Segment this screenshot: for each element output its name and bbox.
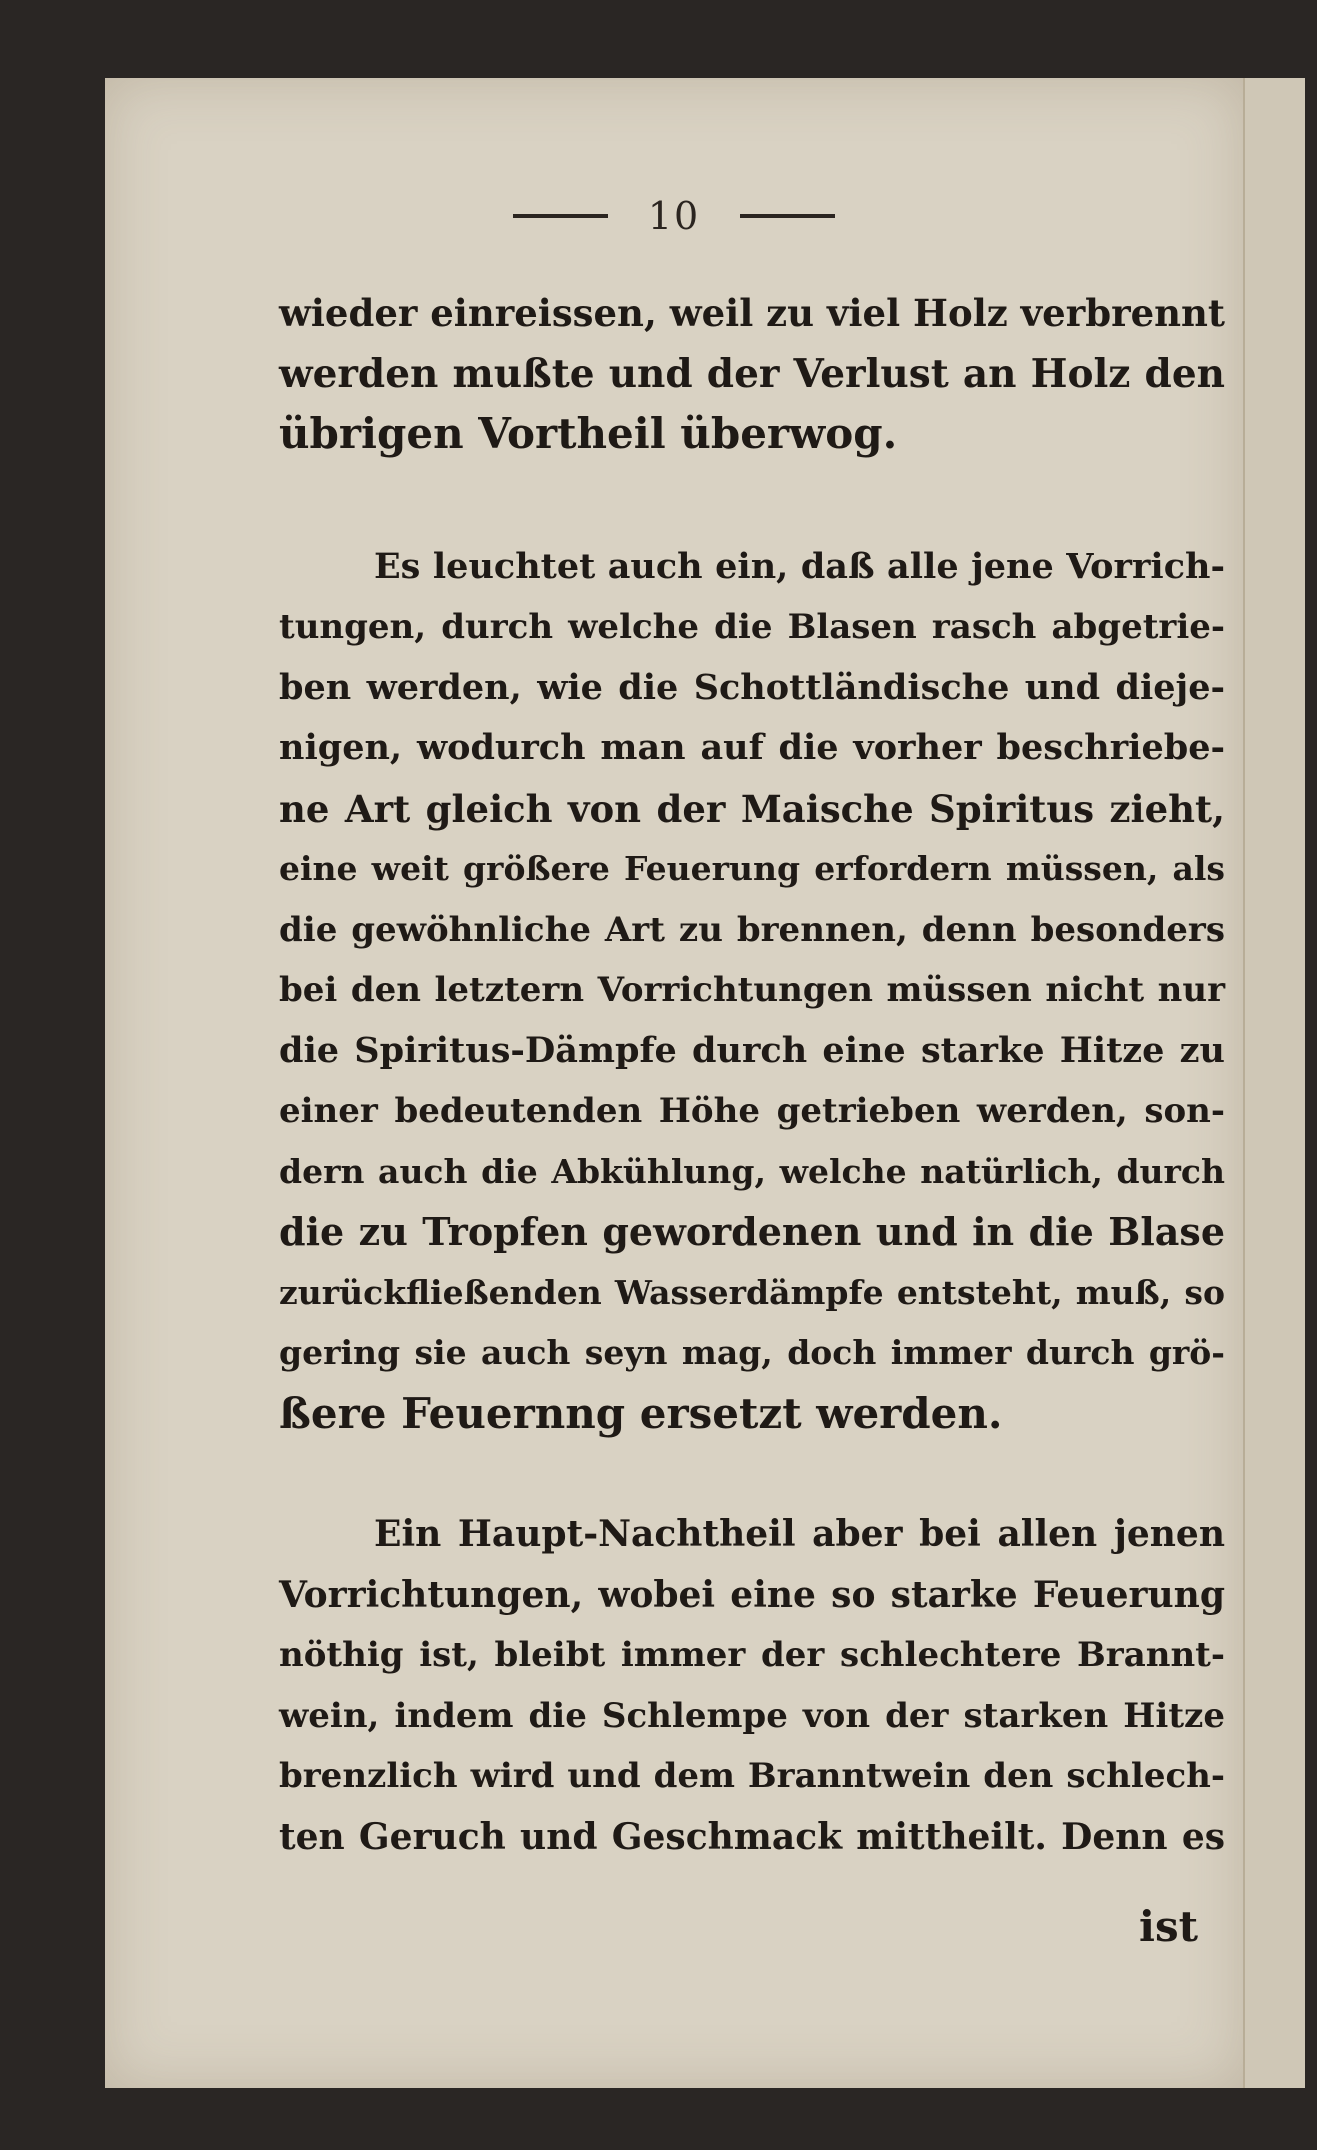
adjacent-page-edge xyxy=(1243,78,1305,2088)
text-line: werden mußte und der Verlust an Holz den xyxy=(279,350,1225,397)
text-line: tungen, durch welche die Blasen rasch abgetrie- xyxy=(279,607,1225,647)
text-line: wein, indem die Schlempe von der starken Hitze xyxy=(279,1695,1225,1736)
text-line: bei den letztern Vorrichtungen müssen nicht nur xyxy=(279,970,1225,1010)
text-line: zurückfließenden Wasserdämpfe entsteht, muß, so xyxy=(279,1272,1225,1312)
body-text xyxy=(279,283,1225,1867)
page-number: 10 xyxy=(647,194,701,238)
text-line: brenzlich wird und dem Branntwein den schlech- xyxy=(279,1756,1225,1796)
text-line: nigen, wodurch man auf die vorher beschriebe- xyxy=(279,727,1225,768)
catchword: ist xyxy=(1138,1902,1198,1951)
paragraph-gap xyxy=(279,465,1225,537)
paragraph-gap xyxy=(279,1444,1225,1504)
text-line: die Spiritus-Dämpfe durch eine starke Hitze zu xyxy=(279,1029,1225,1071)
text-line: Vorrichtungen, wobei eine so starke Feuerung xyxy=(279,1573,1225,1616)
text-line: ten Geruch und Geschmack mittheilt. Denn es xyxy=(279,1815,1225,1858)
page-header xyxy=(105,196,1243,236)
text-line: ben werden, wie die Schottländische und dieje- xyxy=(279,666,1225,708)
header-rule-right xyxy=(740,214,835,218)
text-line: übrigen Vortheil überwog. xyxy=(279,409,898,458)
text-line: einer bedeutenden Höhe getrieben werden, son- xyxy=(279,1091,1225,1131)
text-line: gering sie auch seyn mag, doch immer durch grö- xyxy=(279,1333,1225,1372)
text-line: Es leuchtet auch ein, daß alle jene Vorrich- xyxy=(374,545,1225,587)
header-rule-left xyxy=(513,214,608,218)
text-line: dern auch die Abkühlung, welche natürlich, durch xyxy=(279,1151,1225,1191)
text-line: wieder einreissen, weil zu viel Holz verbrennt xyxy=(279,291,1225,335)
text-line: die gewöhnliche Art zu brennen, denn besonders xyxy=(279,909,1225,950)
text-line: eine weit größere Feuerung erfordern müssen, als xyxy=(279,849,1225,888)
text-line: ßere Feuernng ersetzt werden. xyxy=(279,1388,1003,1438)
text-line: Ein Haupt-Nachtheil aber bei allen jenen xyxy=(374,1513,1225,1555)
text-line: ne Art gleich von der Maische Spiritus zieht, xyxy=(279,786,1225,831)
text-line: nöthig ist, bleibt immer der schlechtere Brannt- xyxy=(279,1635,1225,1675)
book-page xyxy=(105,78,1243,2088)
text-line: die zu Tropfen gewordenen und in die Blase xyxy=(279,1209,1225,1254)
